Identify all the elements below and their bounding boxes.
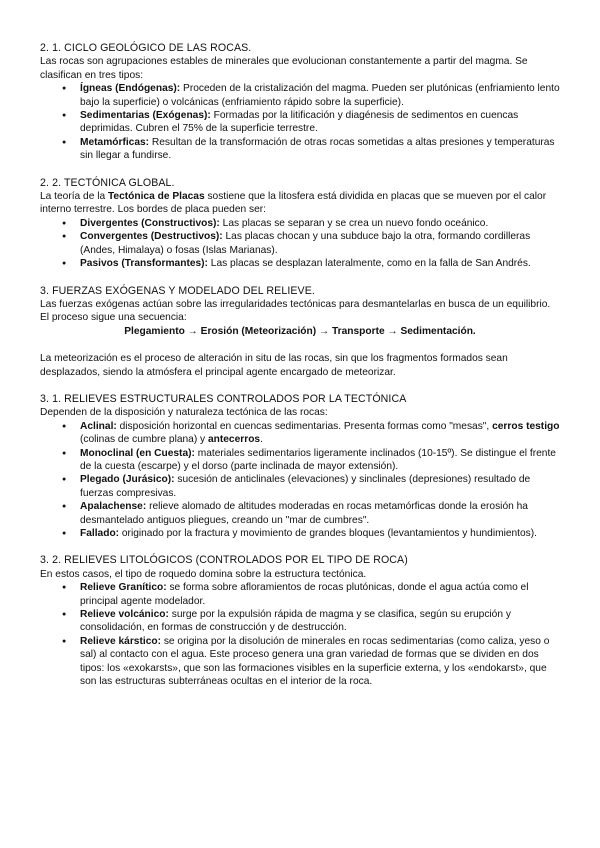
- rock-types-list: [40, 82, 560, 162]
- list-item: [80, 473, 560, 500]
- intro-term: Tectónica de Placas: [107, 191, 205, 203]
- list-item: [80, 230, 560, 257]
- list-item: [80, 109, 560, 136]
- item-term: Fallado:: [80, 528, 120, 539]
- item-text: relieve alomado de altitudes moderadas en rocas metamórficas donde la erosión ha desmantelado antiguos pliegues, creando un "mar de cumbres".: [80, 501, 528, 526]
- plate-borders-list: [40, 217, 560, 271]
- item-term: Sedimentarias (Exógenas):: [80, 110, 211, 122]
- item-term: Plegado (Jurásico):: [80, 474, 175, 486]
- item-text: Las placas se separan y se crea un nuevo fondo oceánico.: [219, 217, 489, 229]
- section-relieves-litologicos: [40, 554, 560, 688]
- process-sequence: Plegamiento → Erosión (Meteorización) → Transporte → Sedimentación.: [124, 325, 476, 337]
- meteorization-paragraph: La meteorización es el proceso de alteración in situ de las rocas, sin que los fragmentos formados sean desplazados, siendo la atmósfera el principal agente encargado de meteorizar.: [40, 353, 508, 378]
- item-term: Relieve volcánico:: [80, 609, 169, 621]
- section-fuerzas-exogenas: [40, 285, 560, 379]
- list-item: [80, 500, 560, 527]
- list-item: [80, 447, 560, 474]
- item-text: Formadas por la litificación y diagénesis de sedimentos en cuencas deprimidas. Cubren el 75% de la superficie terrestre.: [80, 110, 519, 135]
- item-term: Divergentes (Constructivos):: [80, 217, 220, 229]
- item-term: Ígneas (Endógenas):: [80, 83, 181, 95]
- list-item: [80, 257, 560, 270]
- item-term: Relieve Granítico:: [80, 582, 167, 594]
- section-heading: 3. FUERZAS EXÓGENAS Y MODELADO DEL RELIEVE.: [40, 284, 315, 297]
- item-text: Resultan de la transformación de otras rocas sometidas a altas presiones y temperaturas sin llegar a fundirse.: [80, 136, 555, 162]
- item-term: Convergentes (Destructivos):: [80, 231, 223, 243]
- item-text: sucesión de anticlinales (elevaciones) y sinclinales (depresiones) resultado de fuerzas compresivas.: [80, 474, 531, 499]
- item-text: materiales sedimentarios ligeramente inclinados (10-15º). Se distingue el frente de la cuesta (escarpe) y el dorso (parte inclinada de mayor extensión).: [80, 447, 556, 472]
- section-intro: [40, 190, 560, 217]
- item-text: Las placas se desplazan lateralmente, como en la falla de San Andrés.: [207, 258, 531, 270]
- section-ciclo-geologico: [40, 42, 560, 163]
- item-term: Monoclinal (en Cuesta):: [80, 447, 195, 459]
- section-intro: Dependen de la disposición y naturaleza tectónica de las rocas:: [40, 407, 328, 419]
- item-term: Metamórficas:: [80, 136, 150, 148]
- intro-text: La teoría de la: [40, 191, 108, 203]
- item-term: cerros testigo: [492, 420, 560, 432]
- item-term: Relieve kárstico:: [80, 635, 161, 647]
- list-item: [80, 581, 560, 608]
- list-item: [80, 635, 560, 689]
- item-term: Aclinal:: [80, 420, 117, 432]
- list-item: [80, 420, 560, 447]
- section-intro: Las rocas son agrupaciones estables de minerales que evolucionan constantemente a partir del magma. Se clasifican en tres tipos:: [40, 56, 528, 81]
- list-item: [80, 82, 560, 109]
- section-heading: 2. 2. TECTÓNICA GLOBAL.: [40, 176, 175, 189]
- item-text: disposición horizontal en cuencas sedimentarias. Presenta formas como "mesas",: [116, 420, 493, 432]
- section-heading: 2. 1. CICLO GEOLÓGICO DE LAS ROCAS.: [40, 42, 252, 54]
- structural-reliefs-list: [40, 420, 560, 541]
- list-item: [80, 527, 560, 540]
- section-tectonica-global: [40, 177, 560, 271]
- list-item: [80, 608, 560, 635]
- list-item: [80, 136, 560, 163]
- item-term: antecerros: [207, 434, 261, 446]
- item-text: Proceden de la cristalización del magma. Pueden ser plutónicas (enfriamiento lento bajo la superficie) o volcánicas (enfriamiento rápido sobre la superficie).: [80, 83, 560, 108]
- section-intro: Las fuerzas exógenas actúan sobre las irregularidades tectónicas para desmantelarlas en busca de un equilibrio. El proceso sigue una secuencia:: [40, 298, 551, 324]
- item-text: originado por la fractura y movimiento de grandes bloques (levantamientos y hundimientos).: [119, 528, 537, 539]
- item-text: Las placas chocan y una subduce bajo la otra, formando cordilleras (Andes, Himalaya) o fosas (Islas Marianas).: [80, 231, 531, 256]
- item-text: se origina por la disolución de minerales en rocas sedimentarias (como caliza, yeso o sal) al contacto con el agua. Este proceso genera una gran variedad de formas que se dividen en dos tipos: los «exokarsts», que son las formaciones visibles en la superficie externa, y los «endokarst», que son las estructuras subterráneas ocultas en el interior de la roca.: [80, 635, 550, 688]
- list-item: [80, 217, 560, 230]
- item-text: (colinas de cumbre plana) y: [80, 434, 208, 446]
- item-text: se forma sobre afloramientos de rocas plutónicas, donde el agua actúa como el principal agente modelador.: [80, 582, 529, 607]
- item-term: Pasivos (Transformantes):: [80, 258, 208, 270]
- item-term: Apalachense:: [80, 501, 147, 513]
- section-relieves-estructurales: [40, 393, 560, 540]
- section-heading: 3. 1. RELIEVES ESTRUCTURALES CONTROLADOS POR LA TECTÓNICA: [40, 392, 407, 405]
- item-text: surge por la expulsión rápida de magma y se clasifica, según su erupción y consolidación, en formas de construcción y de destrucción.: [80, 609, 511, 634]
- item-text: .: [260, 434, 263, 446]
- section-heading: 3. 2. RELIEVES LITOLÓGICOS (CONTROLADOS POR EL TIPO DE ROCA): [40, 554, 408, 567]
- intro-text: sostiene que la litosfera está dividida en placas que se mueven por el calor interno terrestre. Los bordes de placa pueden ser:: [40, 191, 547, 216]
- section-intro: En estos casos, el tipo de roquedo domina sobre la estructura tectónica.: [40, 568, 367, 580]
- lithological-reliefs-list: [40, 581, 560, 688]
